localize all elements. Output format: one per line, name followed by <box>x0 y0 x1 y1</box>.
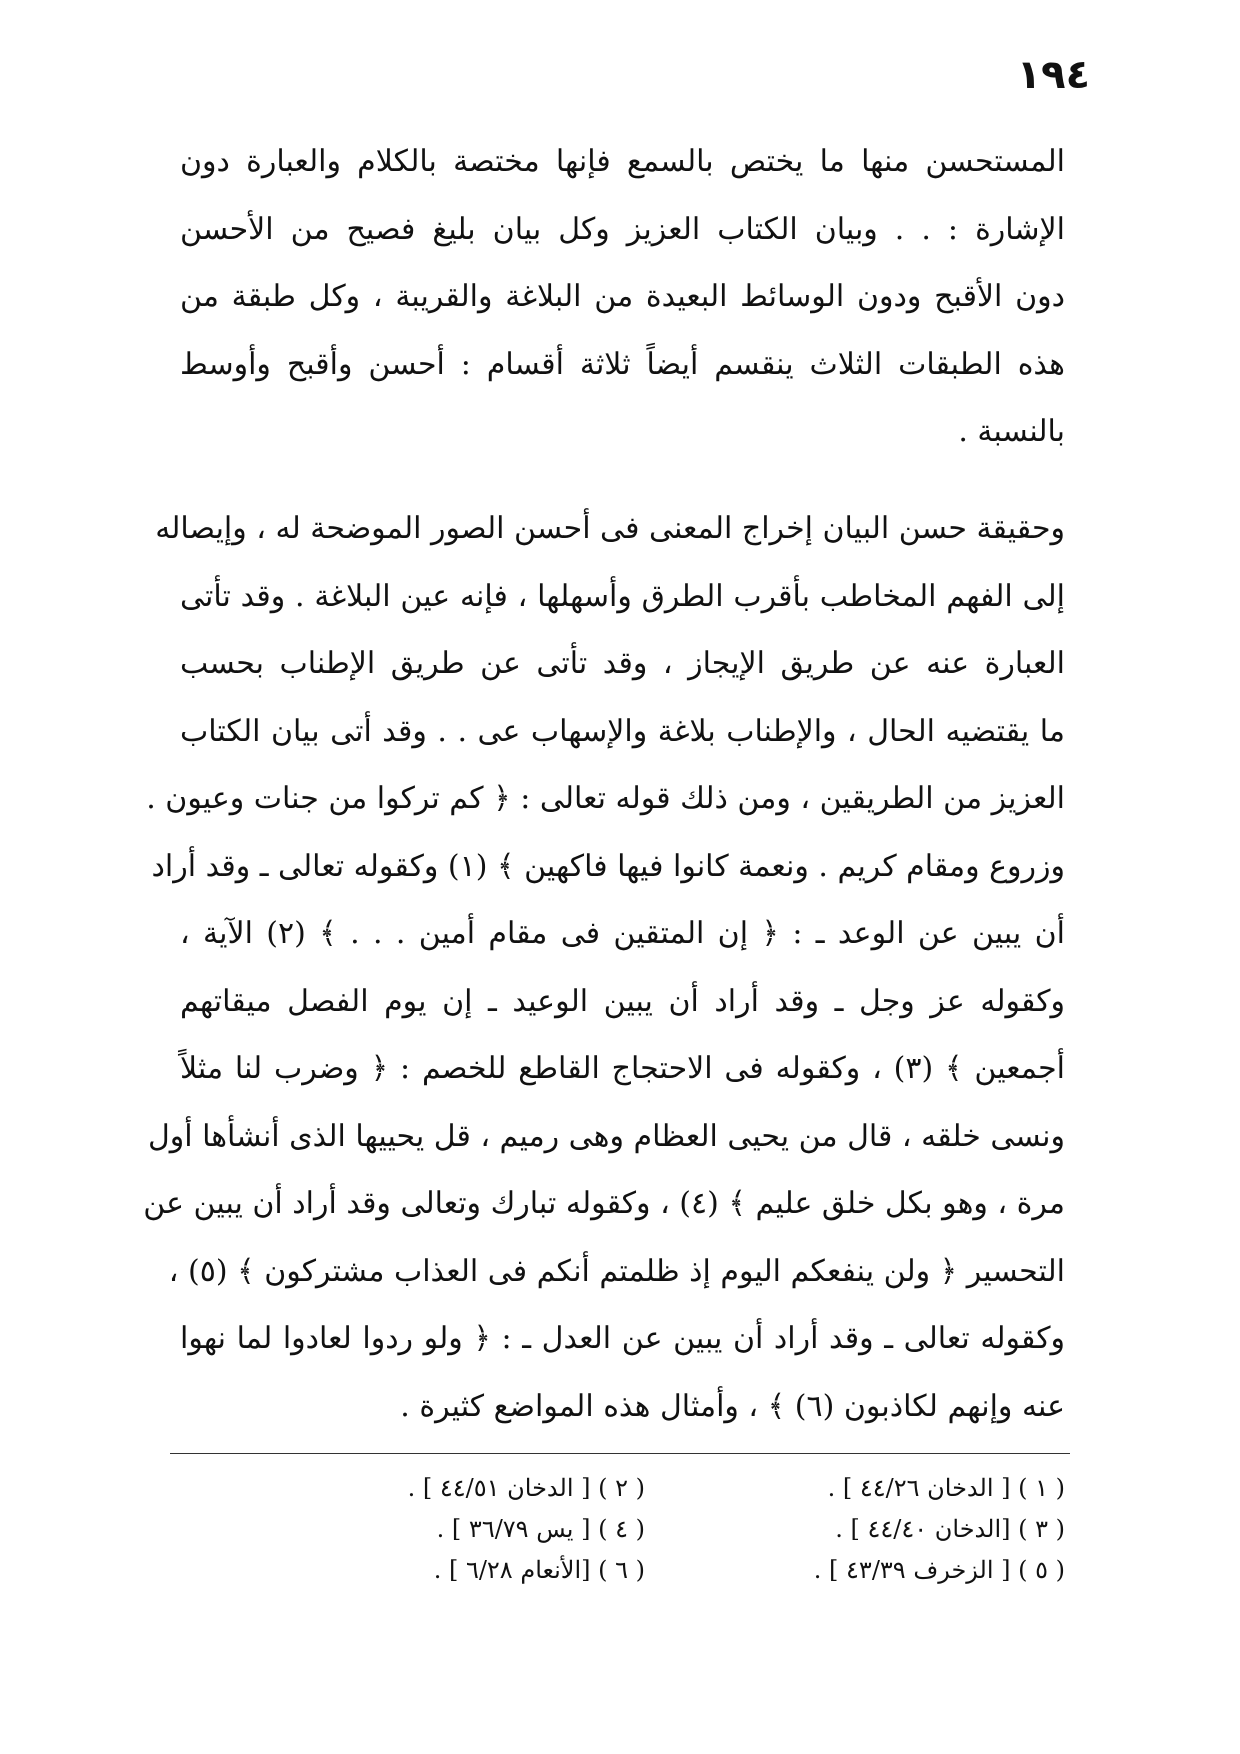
paragraph-line: دون الأقبح ودون الوسائط البعيدة من البلاغة والقريبة ، وكل طبقة من <box>180 279 1065 314</box>
paragraph-line: التحسير ﴿ ولن ينفعكم اليوم إذ ظلمتم أنكم فى العذاب مشتركون ﴾ (٥) ، <box>168 1253 1065 1289</box>
paragraph-line: العبارة عنه عن طريق الإيجاز ، وقد تأتى عن طريق الإطناب بحسب <box>180 646 1065 681</box>
footnote: ( ٣ ) [الدخان ٤٤/٤٠ ] . <box>835 1515 1065 1543</box>
paragraph-line: إلى الفهم المخاطب بأقرب الطرق وأسهلها ، فإنه عين البلاغة . وقد تأتى <box>180 578 1065 614</box>
footnote-divider <box>170 1453 1070 1454</box>
footnotes <box>185 1468 1065 1591</box>
footnote-row <box>185 1468 1065 1509</box>
page-number: ١٩٤ <box>1016 52 1090 98</box>
paragraph-line: أن يبين عن الوعد ـ : ﴿ إن المتقين فى مقام أمين . . . ﴾ (٢) الآية ، <box>180 916 1065 951</box>
footnote: ( ٦ ) [الأنعام ٦/٢٨ ] . <box>433 1556 645 1584</box>
paragraph-2 <box>143 495 1065 1440</box>
paragraph-line: عنه وإنهم لكاذبون (٦) ﴾ ، وأمثال هذه المواضع كثيرة . <box>400 1388 1065 1424</box>
paragraph-line: وكقوله تعالى ـ وقد أراد أن يبين عن العدل ـ : ﴿ ولو ردوا لعادوا لما نهوا <box>180 1321 1065 1356</box>
paragraph-line: الإشارة : . . وبيان الكتاب العزيز وكل بيان بليغ فصيح من الأحسن <box>180 211 1065 247</box>
paragraph-line: وزروع ومقام كريم . ونعمة كانوا فيها فاكهين ﴾ (١) وكقوله تعالى ـ وقد أراد <box>151 848 1065 884</box>
footnote-row <box>185 1509 1065 1550</box>
paragraph-line: ونسى خلقه ، قال من يحيى العظام وهى رميم ، قل يحييها الذى أنشأها أول <box>147 1118 1065 1154</box>
paragraph-line: ما يقتضيه الحال ، والإطناب بلاغة والإسهاب عى . . وقد أتى بيان الكتاب <box>180 713 1065 749</box>
paragraph-line: أجمعين ﴾ (٣) ، وكقوله فى الاحتجاج القاطع للخصم : ﴿ وضرب لنا مثلاً <box>180 1051 1065 1086</box>
footnote: ( ٢ ) [ الدخان ٤٤/٥١ ] . <box>407 1474 645 1502</box>
paragraph-line: العزيز من الطريقين ، ومن ذلك قوله تعالى : ﴿ كم تركوا من جنات وعيون . <box>146 781 1065 816</box>
paragraph-line: بالنسبة . <box>958 414 1065 449</box>
paragraph-line: هذه الطبقات الثلاث ينقسم أيضاً ثلاثة أقسام : أحسن وأقبح وأوسط <box>180 346 1065 382</box>
paragraph-1 <box>180 128 1065 466</box>
footnote-row <box>185 1550 1065 1591</box>
paragraph-line: مرة ، وهو بكل خلق عليم ﴾ (٤) ، وكقوله تبارك وتعالى وقد أراد أن يبين عن <box>143 1186 1065 1221</box>
paragraph-line: وكقوله عز وجل ـ وقد أراد أن يبين الوعيد ـ إن يوم الفصل ميقاتهم <box>180 983 1065 1019</box>
footnote: ( ١ ) [ الدخان ٤٤/٢٦ ] . <box>827 1474 1065 1502</box>
paragraph-line: المستحسن منها ما يختص بالسمع فإنها مختصة بالكلام والعبارة دون <box>180 144 1065 179</box>
footnote: ( ٥ ) [ الزخرف ٤٣/٣٩ ] . <box>813 1556 1065 1584</box>
paragraph-line: وحقيقة حسن البيان إخراج المعنى فى أحسن الصور الموضحة له ، وإيصاله <box>155 511 1065 546</box>
footnote: ( ٤ ) [ يس ٣٦/٧٩ ] . <box>436 1515 645 1543</box>
